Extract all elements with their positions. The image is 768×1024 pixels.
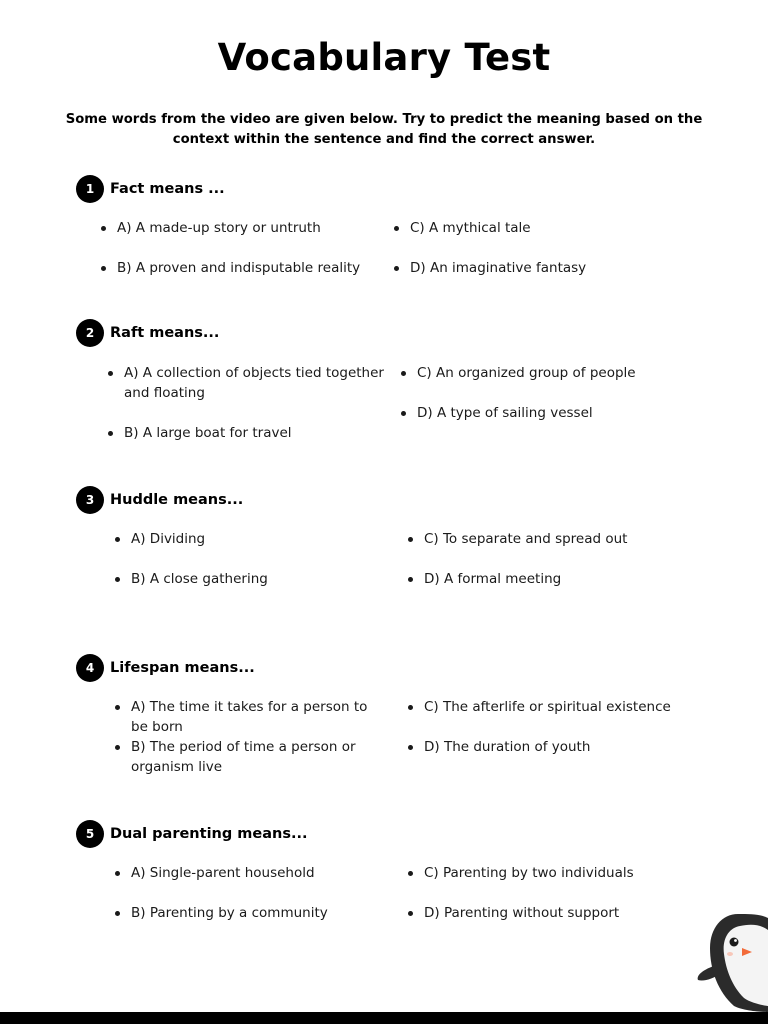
option-text: D) Parenting without support	[424, 905, 620, 921]
option-text: D) An imaginative fantasy	[410, 260, 587, 276]
question-prompt: Fact means ...	[110, 181, 225, 197]
question-header	[76, 486, 243, 514]
option-d	[408, 903, 708, 923]
option-a	[101, 218, 381, 238]
page-title: Vocabulary Test	[217, 36, 551, 79]
option-text: B) A proven and indisputable reality	[117, 260, 361, 276]
question-header	[76, 820, 308, 848]
bullet-icon	[408, 863, 424, 883]
question-number-badge: 1	[76, 175, 104, 203]
option-c	[408, 697, 728, 717]
penguin-icon	[694, 908, 768, 1012]
question-number-badge: 2	[76, 319, 104, 347]
instructions-text: Some words from the video are given below. Try to predict the meaning based on the context within the sentence and find the correct answer.	[65, 112, 703, 147]
bullet-icon	[115, 529, 131, 549]
question-prompt: Huddle means...	[110, 492, 244, 508]
option-text: D) A formal meeting	[424, 571, 562, 587]
option-text: A) Single-parent household	[131, 865, 315, 881]
option-text: C) The afterlife or spiritual existence	[424, 699, 671, 715]
option-a	[115, 529, 385, 549]
option-text: D) The duration of youth	[424, 739, 591, 755]
option-d	[408, 569, 708, 589]
bullet-icon	[408, 903, 424, 923]
bullet-icon	[408, 569, 424, 589]
option-text: C) A mythical tale	[410, 220, 531, 236]
bullet-icon	[101, 258, 117, 278]
question-header	[76, 654, 255, 682]
bullet-icon	[394, 218, 410, 238]
option-a	[115, 863, 385, 883]
question-number-badge: 3	[76, 486, 104, 514]
option-a	[115, 697, 387, 737]
bullet-icon	[401, 363, 417, 383]
option-text: C) To separate and spread out	[424, 531, 628, 547]
option-text: B) The period of time a person or organism live	[131, 739, 356, 775]
option-text: A) A made-up story or untruth	[117, 220, 321, 236]
bullet-icon	[115, 697, 131, 737]
question-number-badge: 4	[76, 654, 104, 682]
option-c	[401, 363, 701, 383]
option-d	[401, 403, 701, 423]
option-b	[101, 258, 381, 278]
bullet-icon	[394, 258, 410, 278]
option-b	[115, 737, 387, 777]
bullet-icon	[408, 697, 424, 717]
option-b	[115, 903, 385, 923]
option-text: A) The time it takes for a person to be born	[131, 699, 368, 735]
question-prompt: Raft means...	[110, 325, 220, 341]
option-text: C) An organized group of people	[417, 365, 636, 381]
bullet-icon	[408, 737, 424, 757]
question-number-badge: 5	[76, 820, 104, 848]
option-b	[115, 569, 385, 589]
question-prompt: Dual parenting means...	[110, 826, 308, 842]
option-d	[394, 258, 694, 278]
question-prompt: Lifespan means...	[110, 660, 255, 676]
bullet-icon	[101, 218, 117, 238]
option-text: A) Dividing	[131, 531, 206, 547]
bullet-icon	[115, 737, 131, 777]
option-text: B) Parenting by a community	[131, 905, 328, 921]
bullet-icon	[115, 863, 131, 883]
option-a	[108, 363, 386, 403]
bullet-icon	[408, 529, 424, 549]
question-header	[76, 175, 225, 203]
bullet-icon	[108, 423, 124, 443]
bullet-icon	[401, 403, 417, 423]
footer-bar	[0, 1012, 768, 1024]
question-header	[76, 319, 219, 347]
option-text: D) A type of sailing vessel	[417, 405, 593, 421]
bullet-icon	[115, 569, 131, 589]
option-d	[408, 737, 728, 757]
option-text: B) A close gathering	[131, 571, 268, 587]
option-c	[394, 218, 694, 238]
option-text: B) A large boat for travel	[124, 425, 292, 441]
option-c	[408, 529, 708, 549]
option-text: A) A collection of objects tied together and floating	[124, 365, 384, 401]
bullet-icon	[115, 903, 131, 923]
option-text: C) Parenting by two individuals	[424, 865, 634, 881]
bullet-icon	[108, 363, 124, 403]
option-b	[108, 423, 386, 443]
option-c	[408, 863, 708, 883]
